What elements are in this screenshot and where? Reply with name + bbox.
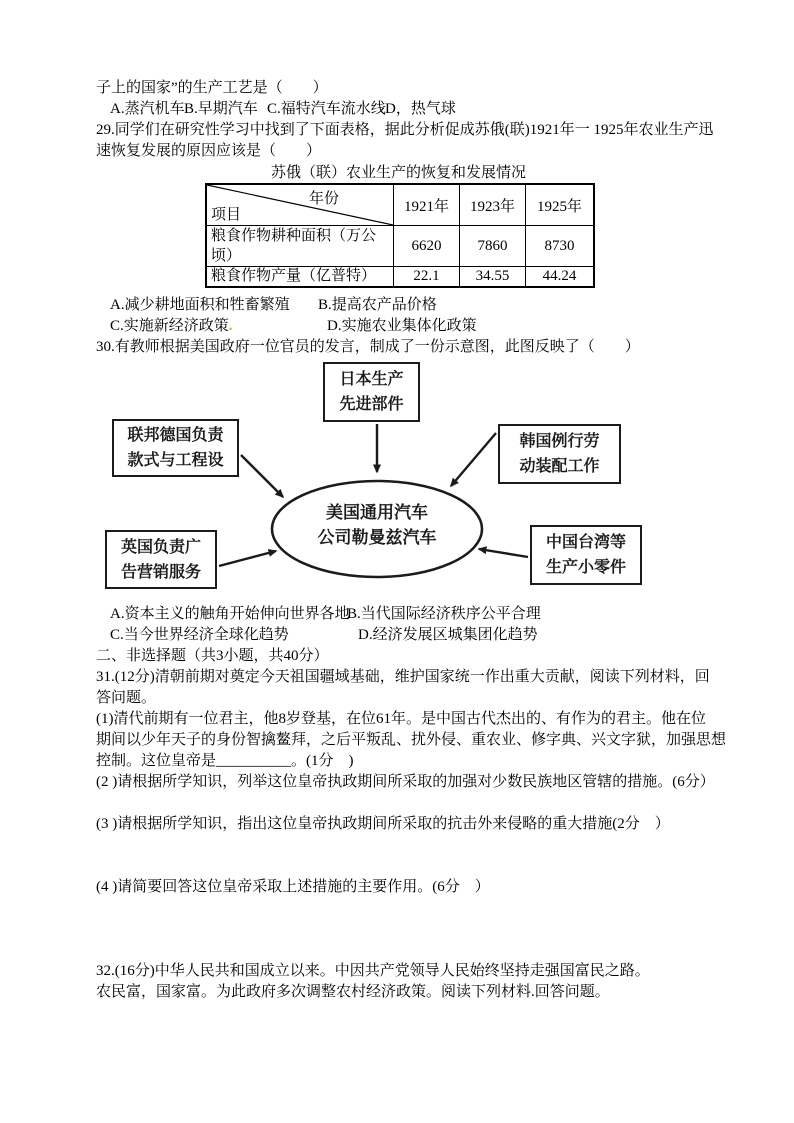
diagram-box-taiwan (530, 525, 642, 585)
q28-option-d: D，热气球 (385, 101, 456, 117)
answer-space (96, 919, 698, 940)
q28-options-row (96, 99, 698, 120)
q31-part3: (3 )请根据所学知识，指出这位皇帝执政期间所采取的抗击外来侵略的重大措施(2分 ） (96, 816, 670, 832)
arrow-taiwan-to-center (479, 549, 528, 557)
q32-line2: 农民富，国家富。为此政府多次调整农村经济政策。阅读下列材料.回答问题。 (96, 984, 610, 1000)
table-row (206, 226, 594, 267)
answer-space (96, 856, 698, 877)
q29-option-d: D.实施农业集体化政策 (327, 318, 477, 334)
q29-option-a: A.减少耕地面积和牲畜繁殖 (110, 297, 290, 313)
q31-part4: (4 )请简要回答这位皇帝采取上述措施的主要作用。(6分 ） (96, 879, 490, 895)
box-japan-line1: 日本生产 (339, 371, 404, 388)
q31-part1-line1: (1)清代前期有一位君主，他8岁登基，在位61年。是中国古代杰出的、有作为的君主。他在位 (96, 711, 706, 727)
q31-part2: (2 )请根据所学知识，列举这位皇帝执政期间所采取的加强对少数民族地区管辖的措施。(6分） (96, 774, 715, 790)
q28-option-b: B.早期汽车 (184, 101, 258, 117)
arrow-germany-to-center (241, 455, 283, 497)
box-taiwan-line1: 中国台湾等 (545, 534, 626, 551)
table-title: 苏俄（联）农业生产的恢复和发展情况 (270, 165, 526, 181)
q30-stem: 30.有教师根据美国政府一位官员的发言，制成了一份示意图，此图反映了（ ） (96, 339, 640, 355)
q28-stem-tail: 子上的国家”的生产工艺是（ ） (96, 80, 328, 96)
cell-area-1925: 8730 (526, 226, 595, 267)
center-label-line1: 美国通用汽车 (326, 503, 428, 522)
table-header-row (206, 184, 594, 226)
answer-space (96, 898, 698, 919)
table-row (206, 267, 594, 288)
answer-space (96, 835, 698, 856)
q30-option-c: C.当今世界经济全球化趋势 (110, 627, 289, 643)
row-label-output: 粮食作物产量（亿普特） (206, 267, 394, 288)
center-label-line2: 公司勒曼兹汽车 (317, 528, 437, 547)
q30-option-d: D.经济发展区城集团化趋势 (358, 627, 538, 643)
gm-supply-diagram (96, 358, 698, 604)
q31-stem-line1: 31.(12分)清朝前期对奠定今天祖国疆域基础，维护国家统一作出重大贡献，阅读下列材料，回 (96, 669, 710, 685)
box-uk-line1: 英国负责广 (120, 538, 201, 556)
q29-option-b: B.提高农产品价格 (318, 297, 437, 313)
box-korea-line1: 韩国例行劳 (519, 433, 600, 450)
q29-option-c: C.实施新经济政策. (110, 318, 233, 334)
q30-options-row-ab (96, 604, 698, 625)
section2-heading: 二、非选择题（共3小题，共40分） (96, 648, 329, 664)
diagram-box-germany (112, 419, 239, 477)
q31-stem-line2: 答问题。 (96, 690, 157, 706)
box-uk-line2: 告营销服务 (120, 563, 201, 581)
box-germany-line1: 联邦德国负责 (127, 427, 224, 444)
diagram-box-japan (323, 362, 420, 422)
box-korea-line2: 动装配工作 (519, 458, 600, 475)
q29-options-row-cd (96, 316, 698, 337)
box-taiwan-line2: 生产小零件 (545, 559, 626, 576)
q31-part1-line3: 控制。这位皇帝是__________。(1分 ) (96, 753, 354, 769)
q30-option-b: B.当代国际经济秩序公平合理 (347, 606, 541, 622)
box-germany-line2: 款式与工程设 (127, 452, 224, 469)
cell-output-1925: 44.24 (526, 267, 595, 288)
cell-area-1923: 7860 (460, 226, 526, 267)
col-header-1921: 1921年 (394, 184, 460, 226)
corner-label-year: 年份 (309, 191, 340, 207)
q29-options-row-ab (96, 295, 698, 316)
q32-line1: 32.(16分)中华人民共和国成立以来。中因共产党领导人民始终坚持走强国富民之路。 (96, 963, 650, 979)
row-label-area: 粮食作物耕种面积（万公顷） (206, 226, 394, 267)
q31-part1-line2: 期间以少年天子的身份智擒鳌拜，之后平叛乱、扰外侵、重农业、修字典、兴文字狱，加强思想 (96, 732, 727, 748)
agriculture-table (205, 183, 595, 288)
corner-label-item: 项目 (211, 207, 242, 223)
q29-stem-line2: 速恢复发展的原因应该是（ ） (96, 143, 322, 159)
highlight-dot: . (228, 318, 233, 334)
diagram-box-korea (498, 424, 621, 484)
q30-options-row-cd (96, 625, 698, 646)
q29-stem-line1: 29.同学们在研究性学习中找到了下面表格，据此分析促成苏俄(联)1921年一 1925年农业生产迅 (96, 122, 714, 138)
answer-space (96, 793, 698, 814)
q28-option-a: A.蒸汽机车 (110, 101, 185, 117)
cell-output-1923: 34.55 (460, 267, 526, 288)
col-header-1925: 1925年 (526, 184, 595, 226)
diagram-box-uk (105, 530, 217, 589)
arrow-uk-to-center (219, 551, 276, 566)
box-japan-line2: 先进部件 (339, 396, 404, 413)
answer-space (96, 940, 698, 961)
diagram-center-label (272, 500, 482, 550)
table-corner-cell (206, 184, 394, 226)
col-header-1923: 1923年 (460, 184, 526, 226)
arrow-korea-to-center (451, 433, 496, 486)
cell-area-1921: 6620 (394, 226, 460, 267)
q30-option-a: A.资本主义的触角开始伸向世界各地 (110, 606, 350, 622)
q28-option-c: C.福特汽车流水线 (267, 101, 386, 117)
cell-output-1921: 22.1 (394, 267, 460, 288)
